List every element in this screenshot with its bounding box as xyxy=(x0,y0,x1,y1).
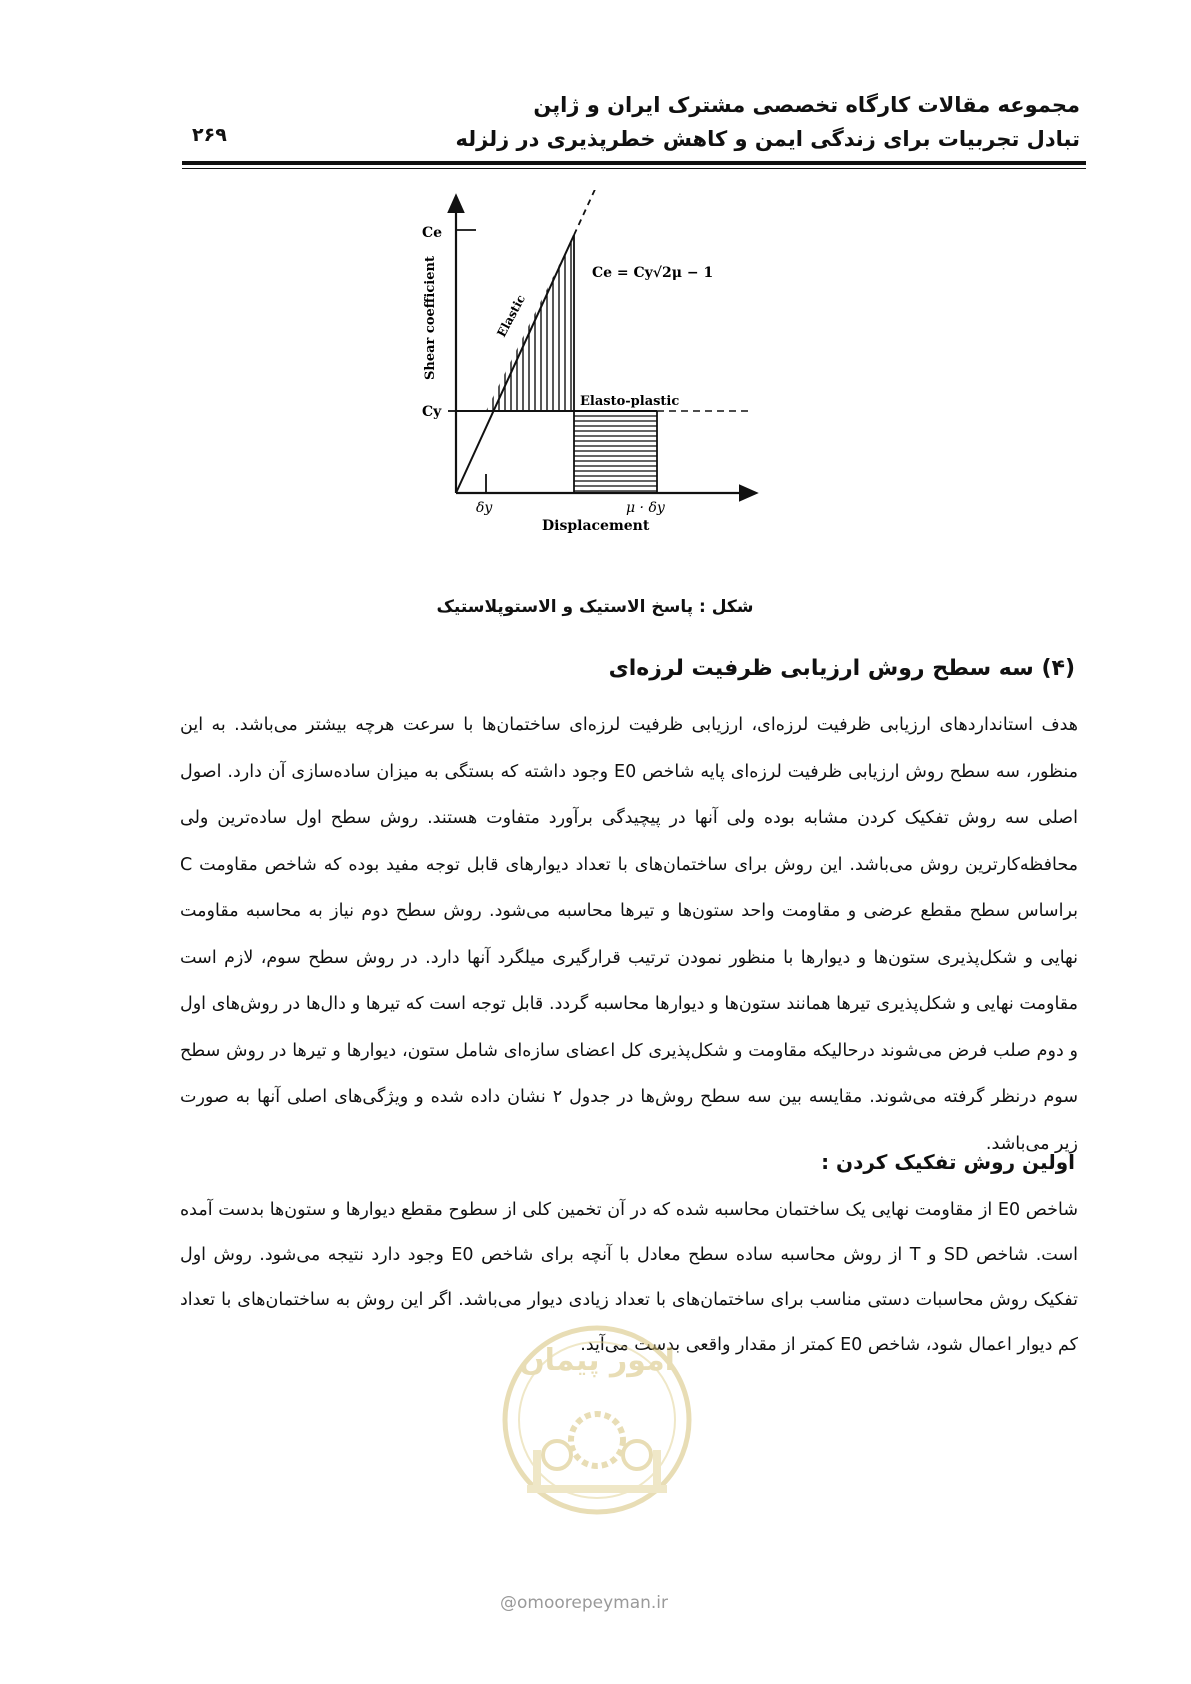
figure-caption: شکل : پاسخ الاستیک و الاستوپلاستیک xyxy=(436,597,754,617)
page-number: ۲۶۹ xyxy=(192,124,227,146)
header-title-line1: مجموعه مقالات کارگاه تخصصی مشترک ایران و ژاپن xyxy=(533,93,1080,117)
tick-label-delta-y: δy xyxy=(476,500,493,516)
formula-label: Ce = Cy√2μ − 1 xyxy=(592,265,714,281)
section-paragraph: هدف استانداردهای ارزیابی ظرفیت لرزه‌ای، ارزیابی ظرفیت لرزه‌ای ساختمان‌ها با سرعت هرچه بیشتر می‌باشد. به این منظور، سه سطح روش ارزیابی ظرفیت لرزه‌ای پایه شاخص E0 وجود داشته که بستگی به میزان ساده‌سازی آن دارد. اصول اصلی سه روش تفکیک کردن مشابه بوده ولی آنها در پیچیدگی برآورد متفاوت هستند. روش سطح اول ساده‌ترین ولی محافظه‌کارترین روش می‌باشد. این روش برای ساختمان‌های با تعداد دیوارهای قابل توجه مفید بوده که شاخص مقاومت C براساس سطح مقطع عرضی و مقاومت واحد ستون‌ها و تیرها محاسبه می‌شود. روش سطح دوم نیاز به محاسبه مقاومت نهایی و شکل‌پذیری ستون‌ها و دیوارها با منظور نمودن ترتیب قرارگیری میلگرد آنها دارد. در روش سطح سوم، لازم است مقاومت نهایی و شکل‌پذیری تیرها همانند ستون‌ها و دیوارها محاسبه گردد. قابل توجه است که تیرها و دال‌ها در روش‌های اول و دوم صلب فرض می‌شوند درحالیکه مقاومت و شکل‌پذیری کل اعضای سازه‌ای شامل ستون، دیوارها و تیرها در روش سطح سوم درنظر گرفته می‌شوند. مقایسه بین سه سطح روش‌ها در جدول ۲ نشان داده شده و ویژگی‌های اصلی آنها به صورت زیر می‌باشد. xyxy=(180,715,1078,1154)
watermark-text: امور پیمان xyxy=(519,1343,675,1378)
header-rule-thin xyxy=(182,168,1086,169)
subsection-paragraph: شاخص E0 از مقاومت نهایی یک ساختمان محاسبه شده که در آن تخمین کلی از سطوح مقطع دیوارها و ستون‌ها بدست آمده است. شاخص SD و T از روش محاسبه ساده سطح معادل با آنچه برای شاخص E0 وجود دارد نتیجه می‌شود. روش اول تفکیک روش محاسبات دستی مناسب برای ساختمان‌های با تعداد زیادی دیوار می‌باشد. اگر این روش به ساختمان‌های با تعداد کم دیوار اعمال شود، شاخص E0 کمتر از مقدار واقعی بدست می‌آید. xyxy=(180,1200,1079,1355)
elastoplastic-hatched-area xyxy=(574,411,657,493)
figure-elastic-elastoplastic xyxy=(420,190,820,575)
header-rule-thick xyxy=(182,161,1086,165)
x-axis-label: Displacement xyxy=(542,518,650,534)
elastic-label: Elastic xyxy=(494,292,529,340)
header-title-line2: تبادل تجربیات برای زندگی ایمن و کاهش خطرپذیری در زلزله xyxy=(455,127,1080,151)
elasto-plastic-label: Elasto-plastic xyxy=(580,394,680,409)
elastic-line-extension xyxy=(574,190,597,235)
tick-label-cy: Cy xyxy=(422,404,442,420)
watermark-logo xyxy=(487,1270,707,1570)
tick-label-ce: Ce xyxy=(422,225,443,241)
tick-label-mu-delta-y: μ · δy xyxy=(626,500,665,516)
section-heading: (۴) سه سطح روش ارزیابی ظرفیت لرزه‌ای xyxy=(608,656,1075,681)
watermark-url: @omoorepeyman.ir xyxy=(500,1593,669,1613)
subsection-heading: اولین روش تفکیک کردن : xyxy=(821,1150,1075,1174)
y-axis-label: Shear coefficient xyxy=(423,256,438,380)
chart-svg xyxy=(420,190,820,575)
page-header xyxy=(170,88,1080,156)
